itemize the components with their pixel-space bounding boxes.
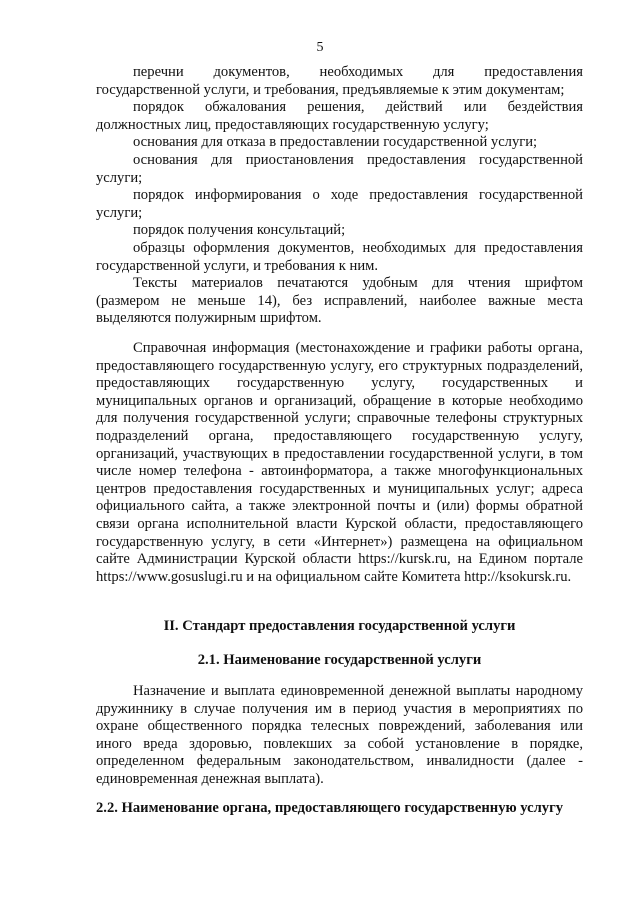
list-item: образцы оформления документов, необходимых для предоставления государственной услуги, и требования к ним. bbox=[96, 239, 583, 274]
reference-info-block bbox=[96, 340, 583, 586]
section-2-1-body bbox=[96, 683, 583, 789]
section-2-1-title: 2.1. Наименование государственной услуги bbox=[197, 652, 482, 668]
list-item: перечни документов, необходимых для предоставления государственной услуги, и требования, предъявляемые к этим документам; bbox=[96, 64, 583, 98]
list-item: порядок информирования о ходе предоставления государственной услуги; bbox=[96, 187, 583, 221]
reference-paragraph: Справочная информация (местонахождение и графики работы органа, предоставляющего государственную услугу, его структурных подразделений, предоставляющих государственную услугу, государственных и муниципальных органов и организаций, обращение в которые необходимо для получения государственной услуги; справочные телефоны структурных подразделений органа, предоставляющего государственную услугу, организаций, участвующих в предоставлении государственной услуги, в том числе номер телефона - автоинформатора, а также многофункциональных центров предоставления государственных и муниципальных услуг; адреса официального сайта, а также электронной почты и (или) формы обратной связи органа исполнительной власти Курской области, предоставляющего государственную услугу, в сети «Интернет») размещена на официальном сайте Администрации Курской области https://kursk.ru, на Едином портале https://www.gosuslugi.ru и на официальном сайте Комитета http://ksokursk.ru. bbox=[96, 340, 583, 585]
list-item: основания для отказа в предоставлении государственной услуги; bbox=[133, 134, 538, 151]
list-item: Тексты материалов печатаются удобным для чтения шрифтом (размером не меньше 14), без исправлений, наиболее важные места выделяются полужирным шрифтом. bbox=[96, 275, 583, 327]
section-2-1-paragraph: Назначение и выплата единовременной денежной выплаты народному дружиннику в случае получения им в период участия в мероприятиях по охране общественного порядка телесных повреждений, заболевания или иного вреда здоровью, повлекших за собой установление в порядке, определенном федеральным законодательством, инвалидности (далее - единовременная денежная выплата). bbox=[96, 683, 583, 787]
info-list bbox=[96, 64, 583, 328]
list-item: порядок обжалования решения, действий или бездействия должностных лиц, предоставляющих государственную услугу; bbox=[96, 99, 583, 133]
list-item: основания для приостановления предоставления государственной услуги; bbox=[96, 151, 583, 186]
section-2-2-title: 2.2. Наименование органа, предоставляющего государственную услугу bbox=[96, 800, 564, 816]
list-item: порядок получения консультаций; bbox=[133, 222, 346, 239]
section-2-title: II. Стандарт предоставления государственной услуги bbox=[163, 618, 516, 634]
page-number: 5 bbox=[316, 40, 324, 55]
